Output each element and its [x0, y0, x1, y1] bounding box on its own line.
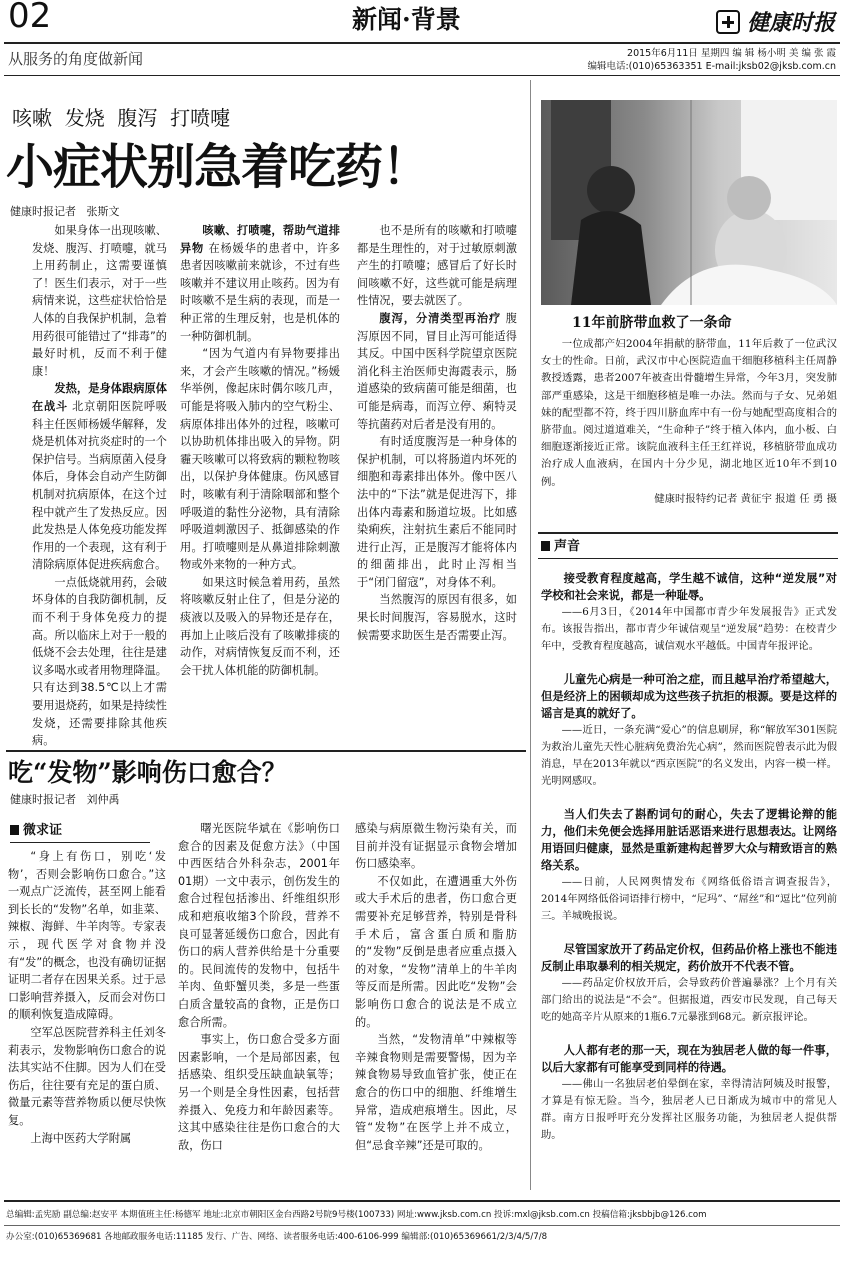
voice-source: ——6月3日，《2014年中国都市青少年发展报告》正式发布。该报告指出，都市青少年诚信观呈“逆发展”趋势：在校青少年中，受教育程度越高，诚信观水平越低。中国青年报评论。 [541, 606, 837, 652]
voice-quote: 人人都有老的那一天，现在为独居老人做的每一件事，以后大家都有可能享受到同样的待遇。 [541, 1044, 837, 1074]
voice-item [541, 671, 837, 790]
article2-column-3 [355, 820, 517, 1188]
paper-name: 健康时报 [747, 10, 836, 36]
voice-source: ——日前，人民网舆情发布《网络低俗语言调查报告》，2014年网络低俗词语排行榜中，“尼玛”、“屌丝”和“逗比”位列前三。羊城晚报说。 [541, 876, 837, 922]
article1-paragraph: 如果身体一出现咳嗽、发烧、腹泻、打喷嚏，就马上用药制止，这需要谨慎了！医生们表示，对于一些病情来说，这些症状恰恰是人体的自我保护机制，急着用药很可能错过了“排毒”的最好时机，反而不利于健康！ [32, 224, 167, 378]
article2-paragraph: 感染与病原微生物污染有关，而目前并没有证据显示食物会增加伤口感染率。 [355, 822, 517, 871]
label-rule [10, 842, 150, 843]
column-divider [530, 80, 531, 1190]
footer-line-2: 办公室:(010)65369681 各地邮政服务电话:11185 发行、广告、网络、读者服务电话:400-6106-999 编辑部:(010)65369661/2/3/4/5/7/8 [6, 1232, 548, 1242]
voice-quote: 接受教育程度越高，学生越不诚信，这种“逆发展”对学校和社会来说，都是一种耻辱。 [541, 572, 837, 602]
paragraph-text: 腹泻原因不同，冒目止泻可能适得其反。中国中医科学院望京医院消化科主治医师史海霞表示，肠道感染的致病菌可能是细菌，也可能是病毒，而泻立停、痢特灵等抗菌药对后者是没有用的。 [357, 311, 517, 431]
voices-list [541, 570, 837, 1190]
subhead: 腹泻，分清类型再治疗 [379, 311, 502, 325]
article1-paragraph: 有时适度腹泻是一种身体的保护机制，可以将肠道内坏死的细胞和毒素排出体外。像中医八法中的“下法”就是促进泻下，排出体内毒素和肠道垃圾。比如感染痢疾，注射抗生素后不能同时进行止泻，正是腹泻才能将体内的细菌排出，此时止泻相当于“闭门留寇”，对身体不利。 [357, 435, 517, 589]
voice-item [541, 1042, 837, 1144]
paper-logo [716, 6, 838, 36]
voice-item [541, 806, 837, 925]
photo-story-body: 一位成都产妇2004年捐献的脐带血，11年后救了一位武汉女士的性命。日前，武汉市中心医院造血干细胞移植科主任周静教授透露，患者2007年被查出骨髓增生异常，今年3月，突发肺部严重感染，这是干细胞移植是唯一办法。然而与子女、兄弟姐妹的配型都不符，终于四川脐血库中有一份与她配型高度相合的脐带血。阅过道道难关，“生命种子”终于植入体内，血小板、白细胞逐渐接近正常。该院血液科主任王红祥说，移植脐带血成功治疗成人血液病，在国内十分少见，湖北地区近10年不到10例。 [541, 338, 837, 488]
article1-paragraph: 一点低烧就用药，会破坏身体的自我防御机制，反而不利于身体免疫力的提高。所以临床上对于一般的低烧不会去处理，往往是建议多喝水或者用物理降温。只有达到38.5℃以上才需要用退烧药，如果是持续性发烧，还需要排除其他疾病。 [32, 575, 167, 748]
article2-paragraph: 上海中医药大学附属 [30, 1131, 132, 1145]
voice-source: ——佛山一名独居老伯晕倒在家，幸得清洁阿姨及时报警，才算是有惊无险。当今，独居老人已日渐成为城市中的常见人群。南方日报呼吁充分发挥社区服务功能，为独居老人提供帮助。 [541, 1078, 837, 1141]
voice-quote: 尽管国家放开了药品定价权，但药品价格上涨也不能违反制止串取暴利的相关规定，药价放开不代表不管。 [541, 943, 837, 973]
article2-paragraph: 空军总医院营养科主任刘冬莉表示，发物影响伤口愈合的说法其实站不住脚。因为人们在受伤后，往往要有充足的蛋白质、微量元素等营养物质以便尽快恢复。 [8, 1025, 166, 1127]
article1-paragraph: 当然腹泻的原因有很多，如果长时间腹泻，容易脱水，这时候需要求助医生是否需要止泻。 [357, 593, 517, 642]
article1-kicker: 咳嗽 发烧 腹泻 打喷嚏 [12, 106, 231, 130]
article1-byline: 健康时报记者 张斯文 [10, 205, 120, 218]
article1-paragraph [357, 310, 517, 433]
masthead-rule-2 [4, 75, 840, 76]
article2-headline: 吃“发物”影响伤口愈合？ [8, 758, 287, 787]
article1-paragraph [32, 380, 167, 574]
article2-byline: 健康时报记者 刘仲禹 [10, 793, 120, 806]
photo-story-credit: 健康时报特约记者 黄征宇 报道 任 勇 摄 [654, 492, 837, 505]
article1-paragraph [180, 222, 340, 345]
contact-line: 编辑电话:(010)65363351 E-mail:jksb02@jksb.com.cn [587, 61, 836, 72]
footer-line-1: 总编辑:孟宪励 副总编:赵安平 本期值班主任:杨德军 地址:北京市朝阳区金台西路2号院9号楼(100733) 网址:www.jksb.com.cn 投诉:mxl@jksb.com.cn 投稿信箱:jksbbjb@126.com [6, 1210, 707, 1220]
article2-paragraph: 不仅如此，在遭遇重大外伤或大手术后的患者，伤口愈合更需要补充足够营养，特别是骨科手术后，富含蛋白质和脂肪的“发物”反倒是患者应重点摄入的对象，“发物”清单上的牛羊肉等反而是所需。因此吃“发物”会影响伤口愈合的说法是不成立的。 [355, 874, 517, 1029]
article1-column-2 [180, 222, 340, 752]
voice-quote: 当人们失去了斟酌词句的耐心，失去了逻辑论辩的能力，他们未免便会选择用脏话恶语来进行思想表达。让网络用语回归健康，显然是重新建构起普罗大众与精致语言的熟络关系。 [541, 808, 837, 872]
article1-headline: 小症状别急着吃药！ [6, 139, 430, 195]
article1-paragraph: 也不是所有的咳嗽和打喷嚏都是生理性的，对于过敏原刺激产生的打喷嚏；感冒后了好长时间咳嗽不好，这些就可能是病理性情况，要去就医了。 [357, 224, 517, 308]
article1-paragraph: “因为气道内有异物要排出来，才会产生咳嗽的情况。”杨媛华举例，像起床时偶尔咳几声，可能是将吸入肺内的空气粉尘、病原体排出体外的过程，咳嗽可以协助机体排出吸入的异物。阴霾天咳嗽可以将致病的颗粒物咳出，以保护身体健康。伤风感冒时，咳嗽有利于清除咽部和整个呼吸道的黏性分泌物，具有清除呼吸道刺激因子、抵御感染的作用。打喷嚏则是从鼻道排除刺激物或外来物的一种方式。 [180, 347, 340, 572]
paragraph-text: 在杨媛华的患者中，许多患者因咳嗽前来就诊，不过有些咳嗽并不建议用止咳药。因为有时咳嗽不是生病的表现，而是一种正常的生理反射，也是机体的一种防御机制。 [180, 241, 340, 343]
slogan: 从服务的角度做新闻 [8, 50, 144, 68]
article-separator [6, 750, 526, 752]
article2-column-2 [178, 820, 340, 1188]
voice-source: ——近日，一条充满“爱心”的信息刷屏，称“解放军301医院为救治儿童先天性心脏病免费治先心病”，然而医院曾表示此为假消息，早在2013年就以“西京医院”的名义发出，内容一模一样。光明网感叹。 [541, 724, 837, 787]
photo-story-headline: 11年前脐带血救了一条命 [572, 315, 732, 331]
masthead-rule [4, 42, 840, 44]
photo-story-text [541, 336, 837, 508]
hospital-scene-icon [541, 100, 837, 305]
article2-paragraph: 曙光医院华斌在《影响伤口愈合的因素及促愈方法》（中国中西医结合外科杂志，2001年01期）一文中表示，创伤发生的愈合过程包括渗出、纤维组织形成和疤痕收缩3个阶段，营养不良可显著延缓伤口愈合，因此有伤口的病人营养供给是十分重要的。民间流传的发物中，包括牛羊肉、鱼虾蟹贝类，多是一些蛋白质含量较高的食物，正是伤口愈合所需。 [178, 822, 340, 1029]
article1-column-3 [357, 222, 517, 752]
article2-paragraph: 事实上，伤口愈合受多方面因素影响，一个是局部因素，包括感染、组织受压缺血缺氧等；另一个则是全身性因素，包括营养摄入、免疫力和年龄因素等。这其中感染往往是伤口愈合的大敌，伤口 [178, 1033, 340, 1152]
article1-paragraph: 如果这时候急着用药，虽然将咳嗽反射止住了，但是分泌的痰液以及吸入的异物还是存在，再加上止咳后没有了咳嗽排痰的动作，对病情恢复反而不利，还会干扰人体机能的防御机制。 [180, 575, 340, 677]
article2-label: 微求证 [10, 822, 62, 840]
paragraph-text: 北京朝阳医院呼吸科主任医师杨媛华解释，发烧是机体对抗炎症时的一个保护信号。当病原菌入侵身体后，身体会自动产生防御机制对抗病原体，在这个过程中就产生了发热反应。因此发热是人体免疫功能发挥作用的一个表现，这有利于清除病原体促进疾病愈合。 [32, 399, 167, 572]
date-line: 2015年6月11日 星期四 编 辑 杨小明 美 编 张 霞 [627, 48, 836, 59]
news-photo [541, 100, 837, 305]
section-title: 新闻·背景 [352, 5, 461, 34]
voices-rule [538, 532, 838, 534]
footer-rule-2 [4, 1225, 840, 1226]
page-number: 02 [8, 0, 52, 36]
article2-column-1 [8, 848, 166, 1188]
footer-rule [4, 1200, 840, 1202]
voice-item [541, 941, 837, 1026]
voices-label-rule [538, 558, 838, 559]
voice-item [541, 570, 837, 655]
voice-source: ——药品定价权放开后，会导致药价普遍暴涨？上个月有关部门给出的说法是“不会”。但据报道，西安市民发现，自己每天吃的她高辛片从原来的1瓶6.7元暴涨到68元。新京报评论。 [541, 977, 837, 1023]
article2-paragraph: “身上有伤口，别吃‘发物’，否则会影响伤口愈合。”这一观点广泛流传，甚至网上能看到长长的“发物”名单，如韭菜、辣椒、海鲜、牛羊肉等。专家表示，现代医学对食物并没有“发”的概念，也没有确切证据证明二者存在因果关系。过于忌口影响营养摄入，反而会对伤口的顺利恢复造成障碍。 [8, 850, 166, 1022]
article2-paragraph: 当然，“发物清单”中辣椒等辛辣食物则是需要警惕，因为辛辣食物易导致血管扩张，使正在愈合的伤口中的细胞、纤维增生异常，造成疤痕增生。因此，尽管“发物”在医学上并不成立，但“忌食辛辣”还是可取的。 [355, 1033, 517, 1152]
subhead: 发热，是身体跟病原体在战斗 [32, 382, 167, 413]
subhead: 咳嗽、打喷嚏，帮助气道排异物 [180, 224, 340, 255]
voices-label: 声音 [541, 538, 580, 556]
article1-column-1 [32, 222, 167, 752]
voice-quote: 儿童先心病是一种可治之症，而且越早治疗希望越大，但是经济上的困顿却成为这些孩子抗拒的根源。要是这样的谣言是真的就好了。 [541, 673, 837, 720]
logo-icon [716, 10, 740, 34]
